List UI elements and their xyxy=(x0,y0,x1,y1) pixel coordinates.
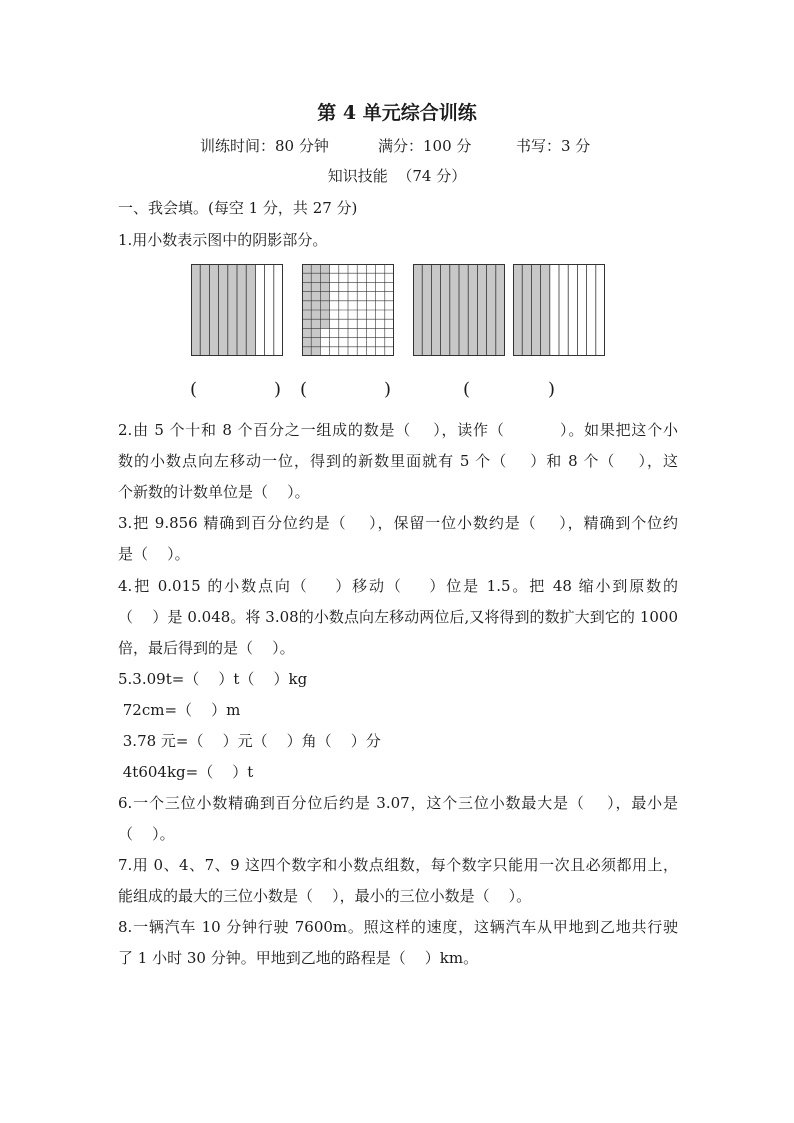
question-4-line-2: （ ）是 0.048。将 3.08的小数点向左移动两位后,又将得到的数扩大到它的 1000 xyxy=(118,608,678,626)
answer-paren-3-close: ) xyxy=(548,379,556,400)
shaded-cell xyxy=(302,282,311,291)
shaded-cell xyxy=(311,347,320,356)
shaded-cell xyxy=(311,310,320,319)
answer-paren-1-close: ) xyxy=(274,379,282,400)
question-8-line-2: 了 1 小时 30 分钟。甲地到乙地的路程是（ ）km。 xyxy=(118,949,479,967)
shaded-cell xyxy=(311,338,320,347)
shaded-strip xyxy=(477,264,486,356)
shaded-cell xyxy=(302,273,311,282)
question-4-line-3: 倍，最后得到的是（ ）。 xyxy=(118,639,295,657)
shaded-cell xyxy=(302,264,311,273)
shaded-strip xyxy=(246,264,255,356)
shaded-strip xyxy=(450,264,459,356)
question-5-line-1: 5.3.09t=（ ）t（ ）kg xyxy=(118,670,308,688)
question-5-line-3: 3.78 元=（ ）元（ ）角（ ）分 xyxy=(118,732,381,750)
figure-3-strips xyxy=(413,264,505,356)
question-7-line-1: 7.用 0、4、7、9 这四个数字和小数点组数，每个数字只能用一次且必须都用上， xyxy=(118,856,678,874)
shaded-cell xyxy=(311,328,320,337)
question-5-line-4: 4t604kg=（ ）t xyxy=(118,763,254,781)
figure-4-strips xyxy=(513,264,605,356)
shaded-strip xyxy=(487,264,496,356)
question-1: 1.用小数表示图中的阴影部分。 xyxy=(118,231,328,249)
question-3-line-1: 3.把 9.856 精确到百分位约是（ ），保留一位小数约是（ ），精确到个位约 xyxy=(118,514,678,532)
shaded-cell xyxy=(320,301,329,310)
shaded-cell xyxy=(320,273,329,282)
page-title: 第 4 单元综合训练 xyxy=(317,102,477,124)
shaded-cell xyxy=(320,310,329,319)
shaded-strip xyxy=(513,264,522,356)
question-2-line-1: 2.由 5 个十和 8 个百分之一组成的数是（ ），读作（ ）。如果把这个小 xyxy=(118,421,678,439)
shaded-strip xyxy=(522,264,531,356)
shaded-cell xyxy=(302,328,311,337)
shaded-strip xyxy=(191,264,200,356)
answer-paren-1-open: ( xyxy=(190,379,198,400)
time-limit: 训练时间：80 分钟 xyxy=(200,137,329,155)
shaded-cell xyxy=(320,319,329,328)
shaded-strip xyxy=(431,264,440,356)
full-score: 满分：100 分 xyxy=(378,137,472,155)
shaded-cell xyxy=(302,338,311,347)
question-6-line-1: 6.一个三位小数精确到百分位后约是 3.07，这个三位小数最大是（ ），最小是 xyxy=(118,794,678,812)
shaded-cell xyxy=(302,301,311,310)
answer-paren-3-open: ( xyxy=(463,379,471,400)
shaded-cell xyxy=(320,282,329,291)
answer-paren-2-open: ( xyxy=(300,379,308,400)
shaded-cell xyxy=(311,282,320,291)
question-5-line-2: 72cm=（ ）m xyxy=(118,701,241,719)
shaded-cell xyxy=(302,347,311,356)
shaded-strip xyxy=(413,264,422,356)
shaded-cell xyxy=(311,319,320,328)
answer-paren-2-close: ) xyxy=(384,379,392,400)
shaded-cell xyxy=(311,301,320,310)
shaded-cell xyxy=(320,264,329,273)
shaded-strip xyxy=(228,264,237,356)
shaded-strip xyxy=(541,264,550,356)
question-2-line-3: 个新数的计数单位是（ ）。 xyxy=(118,483,310,501)
writing-score: 书写：3 分 xyxy=(516,137,591,155)
shaded-cell xyxy=(302,292,311,301)
question-6-line-2: （ ）。 xyxy=(118,825,175,843)
shaded-strip xyxy=(209,264,218,356)
question-8-line-1: 8.一辆汽车 10 分钟行驶 7600m。照这样的速度，这辆汽车从甲地到乙地共行驶 xyxy=(118,918,678,936)
figure-2-grid xyxy=(302,264,394,356)
shaded-cell xyxy=(302,310,311,319)
question-3-line-2: 是（ ）。 xyxy=(118,545,190,563)
shaded-strip xyxy=(531,264,540,356)
shaded-strip xyxy=(219,264,228,356)
shaded-cell xyxy=(311,273,320,282)
shaded-cell xyxy=(311,292,320,301)
question-4-line-1: 4.把 0.015 的小数点向（ ）移动（ ）位是 1.5。把 48 缩小到原数的 xyxy=(118,577,678,595)
shaded-strip xyxy=(200,264,209,356)
shaded-cell xyxy=(311,264,320,273)
question-2-line-2: 数的小数点向左移动一位，得到的新数里面就有 5 个（ ）和 8 个（ ），这 xyxy=(118,452,678,470)
figure-1-strips xyxy=(191,264,283,356)
shaded-strip xyxy=(237,264,246,356)
shaded-cell xyxy=(302,319,311,328)
shaded-cell xyxy=(320,292,329,301)
shaded-strip xyxy=(468,264,477,356)
part-heading: 一、我会填。(每空 1 分，共 27 分) xyxy=(118,199,358,217)
shaded-strip xyxy=(441,264,450,356)
shaded-strip xyxy=(496,264,505,356)
section-title: 知识技能 （74 分） xyxy=(327,167,467,185)
question-7-line-2: 能组成的最大的三位小数是（ ），最小的三位小数是（ ）。 xyxy=(118,887,532,905)
shaded-strip xyxy=(422,264,431,356)
shaded-strip xyxy=(459,264,468,356)
